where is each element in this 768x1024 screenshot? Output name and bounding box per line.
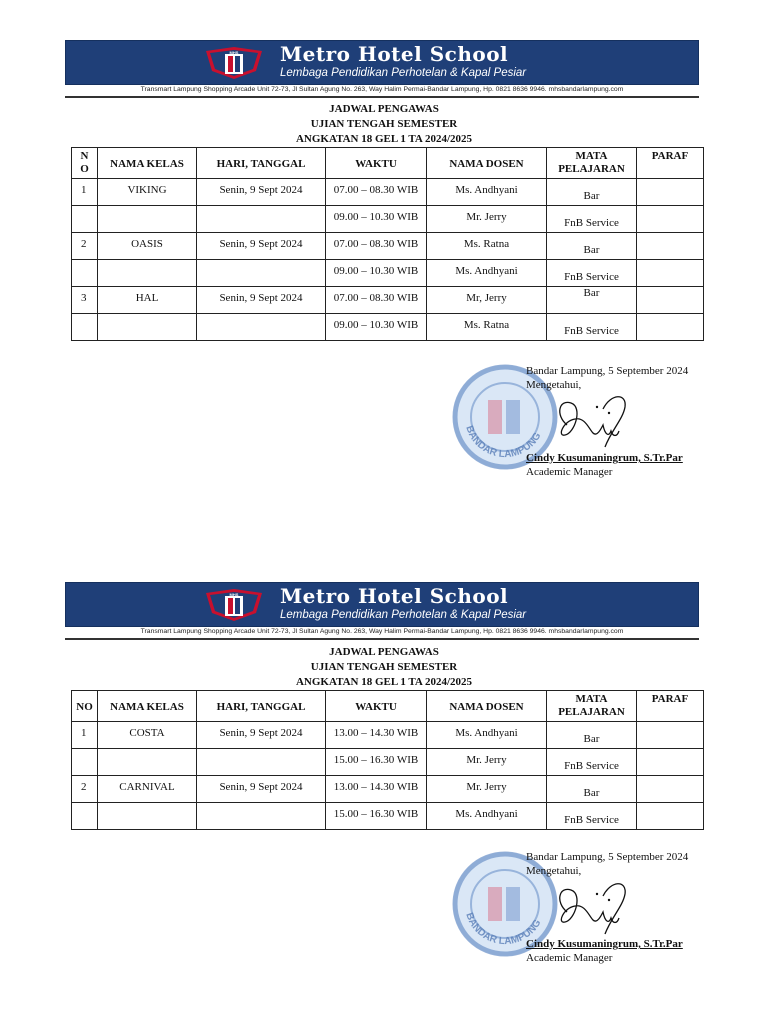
school-subtitle: Lembaga Pendidikan Perhotelan & Kapal Pesiar — [280, 609, 527, 621]
col-no: NO — [72, 691, 98, 722]
signer-name: Cindy Kusumaningrum, S.Tr.Par — [526, 452, 683, 464]
cell-tanggal: Senin, 9 Sept 2024 — [197, 722, 326, 749]
cell-dosen: Ms. Andhyani — [427, 179, 547, 206]
schedule-titles — [0, 102, 768, 147]
cell-tanggal: Senin, 9 Sept 2024 — [197, 776, 326, 803]
cell-paraf[interactable] — [637, 722, 704, 749]
cell-dosen: Mr. Jerry — [427, 206, 547, 233]
cell-waktu: 09.00 – 10.30 WIB — [326, 260, 427, 287]
cell-waktu: 07.00 – 08.30 WIB — [326, 233, 427, 260]
table-row — [72, 776, 704, 803]
cell-waktu: 09.00 – 10.30 WIB — [326, 314, 427, 341]
school-address: Transmart Lampung Shopping Arcade Unit 72-73, Jl Sultan Agung No. 263, Way Halim Permai-Bandar Lampung, Hp. 0821 8636 9946. mhsbandarlampung.com — [140, 86, 624, 93]
letterhead-banner — [65, 582, 699, 627]
cell-waktu: 07.00 – 08.30 WIB — [326, 179, 427, 206]
cell-mapel: FnB Service — [547, 803, 637, 830]
letterhead-banner — [65, 40, 699, 85]
cell-no: 3 — [72, 287, 98, 314]
cell-waktu: 13.00 – 14.30 WIB — [326, 722, 427, 749]
school-logo-icon — [204, 587, 264, 623]
col-dosen: NAMA DOSEN — [427, 148, 547, 179]
cell-dosen: Ms. Ratna — [427, 233, 547, 260]
cell-waktu: 15.00 – 16.30 WIB — [326, 749, 427, 776]
cell-tanggal: Senin, 9 Sept 2024 — [197, 233, 326, 260]
table-row — [72, 233, 704, 260]
svg-text:MHS: MHS — [229, 592, 239, 597]
cell-paraf[interactable] — [637, 776, 704, 803]
cell-mapel: Bar — [547, 776, 637, 803]
cell-paraf[interactable] — [637, 287, 704, 314]
cell-mapel: Bar — [547, 722, 637, 749]
cell-paraf[interactable] — [637, 233, 704, 260]
col-waktu: WAKTU — [326, 148, 427, 179]
sign-place-date: Bandar Lampung, 5 September 2024 — [526, 365, 689, 377]
cell-waktu: 09.00 – 10.30 WIB — [326, 206, 427, 233]
cell-tanggal: Senin, 9 Sept 2024 — [197, 179, 326, 206]
col-kelas: NAMA KELAS — [98, 148, 197, 179]
school-name: Metro Hotel School — [280, 584, 509, 608]
schedule-table — [71, 147, 704, 341]
col-tanggal: HARI, TANGGAL — [197, 691, 326, 722]
schedule-titles — [0, 645, 768, 690]
doc-subtitle: UJIAN TENGAH SEMESTER — [310, 661, 458, 673]
cell-no — [72, 803, 98, 830]
cell-paraf[interactable] — [637, 206, 704, 233]
cell-kelas — [98, 206, 197, 233]
doc-batch: ANGKATAN 18 GEL 1 TA 2024/2025 — [295, 676, 473, 688]
table-row — [72, 749, 704, 776]
table-row — [72, 179, 704, 206]
cell-kelas — [98, 749, 197, 776]
cell-no — [72, 260, 98, 287]
cell-dosen: Ms. Andhyani — [427, 260, 547, 287]
cell-no — [72, 749, 98, 776]
cell-tanggal — [197, 314, 326, 341]
school-subtitle: Lembaga Pendidikan Perhotelan & Kapal Pesiar — [280, 67, 527, 79]
cell-waktu: 15.00 – 16.30 WIB — [326, 803, 427, 830]
signer-name: Cindy Kusumaningrum, S.Tr.Par — [526, 938, 683, 950]
svg-text:BANDAR LAMPUNG: BANDAR LAMPUNG — [463, 424, 544, 461]
table-row — [72, 287, 704, 314]
cell-tanggal — [197, 749, 326, 776]
table-row — [72, 206, 704, 233]
cell-tanggal — [197, 803, 326, 830]
cell-kelas — [98, 260, 197, 287]
svg-text:BANDAR LAMPUNG: BANDAR LAMPUNG — [463, 911, 544, 948]
cell-mapel: Bar — [547, 233, 637, 260]
cell-mapel: FnB Service — [547, 749, 637, 776]
cell-mapel: FnB Service — [547, 206, 637, 233]
col-no: N O — [72, 148, 98, 179]
school-logo-icon — [204, 45, 264, 81]
sign-known: Mengetahui, — [526, 379, 582, 391]
table-header-row — [72, 691, 704, 722]
cell-paraf[interactable] — [637, 314, 704, 341]
cell-mapel: Bar — [547, 179, 637, 206]
cell-paraf[interactable] — [637, 179, 704, 206]
signature-block — [526, 364, 726, 479]
cell-tanggal — [197, 206, 326, 233]
sign-known: Mengetahui, — [526, 865, 582, 877]
cell-no: 2 — [72, 233, 98, 260]
cell-kelas — [98, 314, 197, 341]
schedule-table — [71, 690, 704, 830]
signer-position: Academic Manager — [526, 466, 613, 478]
doc-batch: ANGKATAN 18 GEL 1 TA 2024/2025 — [295, 133, 473, 145]
cell-dosen: Ms. Ratna — [427, 314, 547, 341]
signature-block — [526, 850, 726, 965]
doc-title: JADWAL PENGAWAS — [329, 103, 439, 115]
school-address: Transmart Lampung Shopping Arcade Unit 72-73, Jl Sultan Agung No. 263, Way Halim Permai-Bandar Lampung, Hp. 0821 8636 9946. mhsbandarlampung.com — [140, 628, 624, 635]
sign-place-date: Bandar Lampung, 5 September 2024 — [526, 851, 689, 863]
col-dosen: NAMA DOSEN — [427, 691, 547, 722]
col-mapel: MATA PELAJARAN — [547, 691, 637, 722]
cell-mapel: FnB Service — [547, 314, 637, 341]
table-row — [72, 722, 704, 749]
cell-waktu: 07.00 – 08.30 WIB — [326, 287, 427, 314]
table-row — [72, 314, 704, 341]
doc-subtitle: UJIAN TENGAH SEMESTER — [310, 118, 458, 130]
cell-no: 2 — [72, 776, 98, 803]
cell-tanggal — [197, 260, 326, 287]
cell-kelas: COSTA — [98, 722, 197, 749]
col-mapel: MATA PELAJARAN — [547, 148, 637, 179]
cell-dosen: Mr, Jerry — [427, 287, 547, 314]
header-divider — [65, 96, 699, 98]
signer-position: Academic Manager — [526, 952, 613, 964]
cell-no — [72, 206, 98, 233]
col-paraf: PARAF — [637, 691, 704, 722]
cell-waktu: 13.00 – 14.30 WIB — [326, 776, 427, 803]
cell-paraf[interactable] — [637, 803, 704, 830]
col-kelas: NAMA KELAS — [98, 691, 197, 722]
header-divider — [65, 638, 699, 640]
table-row — [72, 260, 704, 287]
table-row — [72, 803, 704, 830]
cell-dosen: Mr. Jerry — [427, 776, 547, 803]
doc-title: JADWAL PENGAWAS — [329, 646, 439, 658]
cell-kelas: HAL — [98, 287, 197, 314]
cell-no: 1 — [72, 722, 98, 749]
school-name: Metro Hotel School — [280, 42, 509, 66]
cell-kelas: CARNIVAL — [98, 776, 197, 803]
cell-dosen: Ms. Andhyani — [427, 722, 547, 749]
cell-paraf[interactable] — [637, 749, 704, 776]
cell-tanggal: Senin, 9 Sept 2024 — [197, 287, 326, 314]
cell-dosen: Mr. Jerry — [427, 749, 547, 776]
col-paraf: PARAF — [637, 148, 704, 179]
cell-paraf[interactable] — [637, 260, 704, 287]
cell-no — [72, 314, 98, 341]
cell-mapel: Bar — [547, 287, 637, 314]
cell-no: 1 — [72, 179, 98, 206]
cell-dosen: Ms. Andhyani — [427, 803, 547, 830]
table-header-row — [72, 148, 704, 179]
cell-kelas — [98, 803, 197, 830]
cell-kelas: VIKING — [98, 179, 197, 206]
svg-text:MHS: MHS — [229, 50, 239, 55]
cell-kelas: OASIS — [98, 233, 197, 260]
col-tanggal: HARI, TANGGAL — [197, 148, 326, 179]
col-waktu: WAKTU — [326, 691, 427, 722]
cell-mapel: FnB Service — [547, 260, 637, 287]
